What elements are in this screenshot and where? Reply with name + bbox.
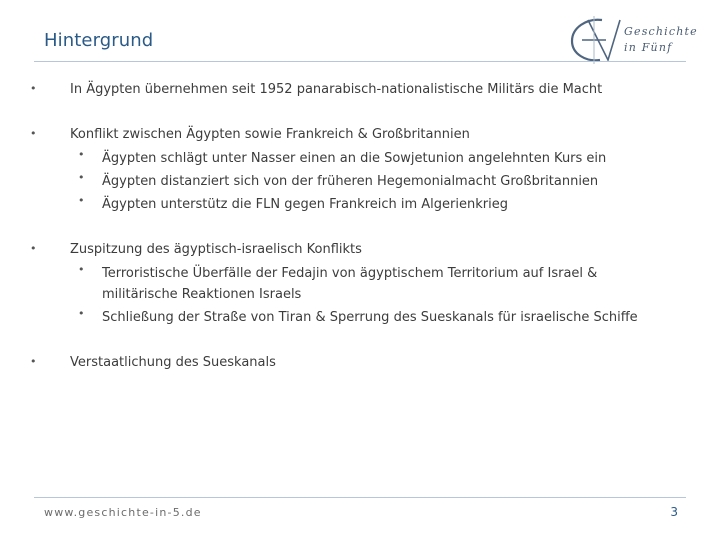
sub-bullet-dot-icon: • bbox=[78, 171, 85, 184]
sub-bullet-text: Ägypten distanziert sich von der früheren Hegemonialmacht Großbritannien bbox=[102, 174, 599, 189]
sub-bullet-text: Schließung der Straße von Tiran & Sperrung des Sueskanals für israelische Schiffe bbox=[102, 310, 638, 325]
page-number: 3 bbox=[670, 505, 678, 519]
bullet-text: Konflikt zwischen Ägypten sowie Frankreich & Großbritannien bbox=[70, 127, 470, 142]
bullet-text: In Ägypten übernehmen seit 1952 panarabisch-nationalistische Militärs die Macht bbox=[70, 82, 603, 97]
sub-bullet-text: Ägypten schlägt unter Nasser einen an die Sowjetunion angelehnten Kurs ein bbox=[102, 151, 607, 166]
bullet-text: Verstaatlichung des Sueskanals bbox=[70, 355, 276, 370]
logo-mark-icon bbox=[566, 14, 626, 66]
bullet-dot-icon: • bbox=[30, 355, 37, 368]
sub-bullet-text: Terroristische Überfälle der Fedajin von ägyptischem Territorium auf Israel & militärische Reaktionen Israels bbox=[102, 266, 598, 302]
sub-bullet-dot-icon: • bbox=[78, 263, 85, 276]
logo-text-line2: in Fünf bbox=[624, 41, 673, 54]
title-rule bbox=[34, 61, 686, 62]
sub-bullet-dot-icon: • bbox=[78, 307, 85, 320]
sub-bullet-dot-icon: • bbox=[78, 194, 85, 207]
bullet-dot-icon: • bbox=[30, 127, 37, 140]
logo bbox=[566, 14, 696, 66]
footer-url: www.geschichte-in-5.de bbox=[44, 506, 202, 519]
slide-title: Hintergrund bbox=[44, 30, 154, 51]
logo-text-line1: Geschichte bbox=[624, 25, 698, 38]
bullet-text: Zuspitzung des ägyptisch-israelisch Konflikts bbox=[70, 242, 362, 257]
footer-rule bbox=[34, 497, 686, 498]
sub-bullet-text: Ägypten unterstütz die FLN gegen Frankreich im Algerienkrieg bbox=[102, 197, 508, 212]
bullet-dot-icon: • bbox=[30, 242, 37, 255]
sub-bullet-dot-icon: • bbox=[78, 148, 85, 161]
bullet-dot-icon: • bbox=[30, 82, 37, 95]
